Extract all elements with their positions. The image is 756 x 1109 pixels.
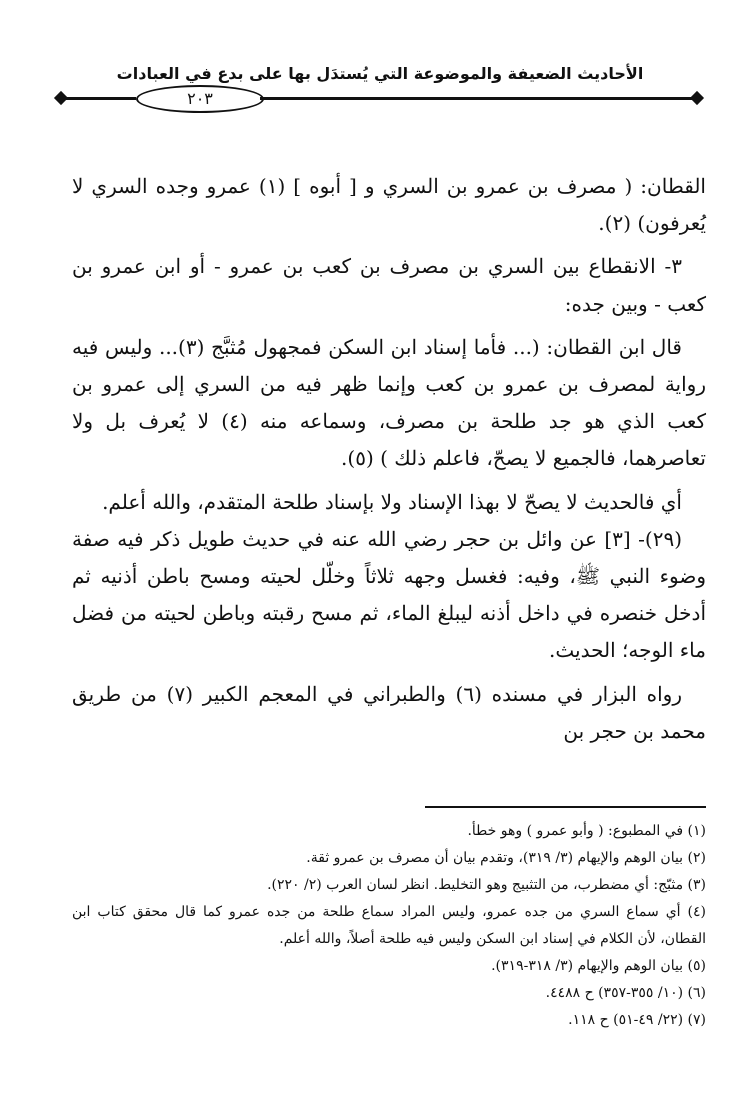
running-header: [50, 60, 710, 120]
footnote-2: (٢) بيان الوهم والإيهام (٣/ ٣١٩)، وتقدم بيان أن مصرف بن عمرو ثقة.: [306, 850, 706, 866]
paragraph-5: (٢٩)- [٣] عن وائل بن حجر رضي الله عنه في حديث طويل ذكر فيه صفة وضوء النبي ﷺ، وفيه: فغسل وجهه ثلاثاً وخلّل لحيته ومسح باطن أذنيه ثم أدخل خنصره في داخل أذنه ليبلغ الماء، ثم مسح رقبته وباطن لحيته من فضل ماء الوجه؛ الحديث.: [72, 526, 706, 663]
paragraph-1: القطان: ( مصرف بن عمرو بن السري و [ أبوه ] (١) عمرو وجده السري لا يُعرفون) (٢).: [72, 174, 706, 236]
footnote-1: (١) في المطبوع: ( وأبو عمرو ) وهو خطأ.: [467, 823, 706, 839]
footnotes: [72, 818, 706, 1034]
footnote-4: (٤) أي سماع السري من جده عمرو، وليس المراد سماع طلحة من جده عمرو كما قال محقق كتاب ابن القطان، لأن الكلام في إسناد ابن السكن وليس فيه طلحة أصلاً، والله أعلم.: [72, 904, 706, 947]
book-title: الأحاديث الضعيفة والموضوعة التي يُستدَل بها على بدع في العبادات: [116, 64, 644, 83]
header-rule-right: [260, 97, 696, 100]
paragraph-4: أي فالحديث لا يصحّ لا بهذا الإسناد ولا بإسناد طلحة المتقدم، والله أعلم.: [102, 489, 682, 514]
main-text: [72, 168, 706, 750]
header-rule-left: [64, 97, 136, 100]
footnote-separator: [425, 806, 706, 808]
footnote-7: (٧) (٢٢/ ٤٩-٥١) ح ١١٨.: [568, 1012, 706, 1028]
footnote-6: (٦) (١٠/ ٣٥٥-٣٥٧) ح ٤٤٨٨.: [545, 985, 706, 1001]
paragraph-2: ٣- الانقطاع بين السري بن مصرف بن كعب بن عمرو - أو ابن عمرو بن كعب - وبين جده:: [72, 254, 706, 316]
ornament-diamond-right: [690, 91, 704, 105]
page-number: ٢٠٣: [136, 85, 264, 113]
paragraph-3: قال ابن القطان: (... فأما إسناد ابن السكن فمجهول مُثبَّج (٣)... وليس فيه رواية لمصرف بن عمرو بن كعب وإنما ظهر فيه من السري إلى عمرو بن كعب الذي هو جد طلحة بن مصرف، وسماعه منه (٤) لا يُعرف بل ولا تعاصرهما، فالجميع لا يصحّ، فاعلم ذلك ) (٥).: [72, 334, 707, 471]
footnote-3: (٣) مثبّج: أي مضطرب، من التثبيج وهو التخليط. انظر لسان العرب (٢/ ٢٢٠).: [267, 877, 706, 893]
footnote-5: (٥) بيان الوهم والإيهام (٣/ ٣١٨-٣١٩).: [491, 958, 706, 974]
paragraph-6: رواه البزار في مسنده (٦) والطبراني في المعجم الكبير (٧) من طريق محمد بن حجر بن: [72, 681, 706, 743]
